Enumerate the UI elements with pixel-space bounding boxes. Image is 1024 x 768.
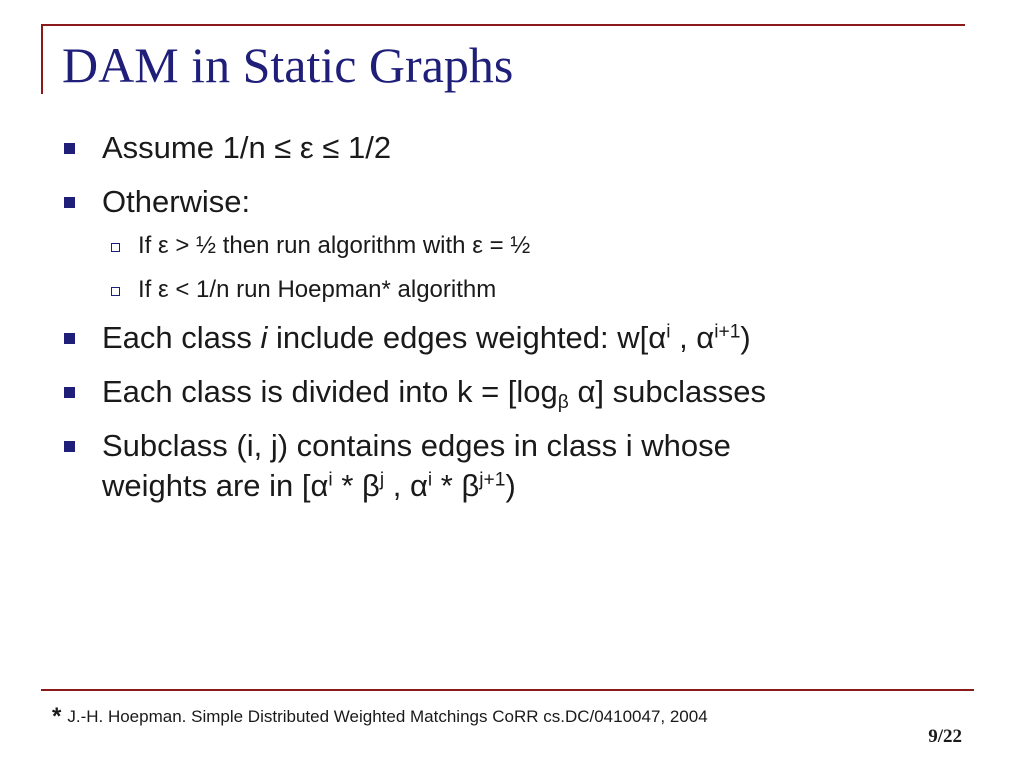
slide-title: DAM in Static Graphs bbox=[62, 37, 514, 93]
bullet-list bbox=[64, 128, 964, 520]
bullet-text: Otherwise: bbox=[102, 184, 251, 219]
sub-bullet-large-epsilon bbox=[102, 230, 964, 262]
page-number: 9/22 bbox=[928, 726, 962, 747]
square-bullet-icon bbox=[64, 143, 75, 154]
sub-bullet-list bbox=[102, 230, 964, 306]
bullet-subclass-definition bbox=[64, 426, 964, 506]
superscript: j+1 bbox=[479, 469, 506, 491]
superscript: i bbox=[427, 469, 433, 491]
square-bullet-icon bbox=[64, 197, 75, 208]
square-bullet-icon bbox=[64, 441, 75, 452]
superscript: i bbox=[666, 321, 671, 343]
footnote-text: J.-H. Hoepman. Simple Distributed Weighted Matchings CoRR cs.DC/0410047, 2004 bbox=[67, 707, 708, 726]
text-segment: Each class bbox=[102, 320, 261, 355]
bullet-otherwise bbox=[64, 182, 964, 306]
superscript: i bbox=[328, 469, 333, 491]
text-segment: , α bbox=[670, 320, 715, 355]
hollow-square-bullet-icon bbox=[111, 243, 120, 252]
bullet-class-edges bbox=[64, 318, 964, 358]
text-segment: ) bbox=[505, 468, 516, 503]
sub-bullet-text: If ε < 1/n run Hoepman* algorithm bbox=[138, 276, 497, 303]
superscript: j bbox=[379, 469, 385, 491]
superscript: i+1 bbox=[714, 321, 741, 343]
text-segment: Each class is divided into k = [log bbox=[102, 374, 558, 409]
left-border-line bbox=[41, 24, 43, 94]
text-segment: weights are in [α bbox=[102, 468, 329, 503]
bullet-subclasses bbox=[64, 372, 964, 412]
text-segment: * β bbox=[432, 468, 480, 503]
text-segment: include edges weighted: w[α bbox=[267, 320, 667, 355]
footnote-marker: * bbox=[52, 703, 62, 730]
bullet-assume bbox=[64, 128, 964, 168]
square-bullet-icon bbox=[64, 387, 75, 398]
subscript: β bbox=[557, 391, 569, 413]
italic-variable: i bbox=[260, 320, 268, 355]
text-segment: , α bbox=[384, 468, 428, 503]
bullet-text: Assume 1/n ≤ ε ≤ 1/2 bbox=[102, 130, 392, 165]
text-segment: α] subclasses bbox=[568, 374, 766, 409]
sub-bullet-text: If ε > ½ then run algorithm with ε = ½ bbox=[138, 232, 531, 259]
sub-bullet-small-epsilon bbox=[102, 274, 964, 306]
square-bullet-icon bbox=[64, 333, 75, 344]
top-border-line bbox=[41, 24, 965, 26]
text-segment: Subclass (i, j) contains edges in class i whose bbox=[102, 428, 731, 463]
text-segment: ) bbox=[740, 320, 751, 355]
bottom-border-line bbox=[41, 689, 974, 691]
hollow-square-bullet-icon bbox=[111, 287, 120, 296]
text-segment: * β bbox=[332, 468, 380, 503]
footnote bbox=[52, 703, 708, 731]
